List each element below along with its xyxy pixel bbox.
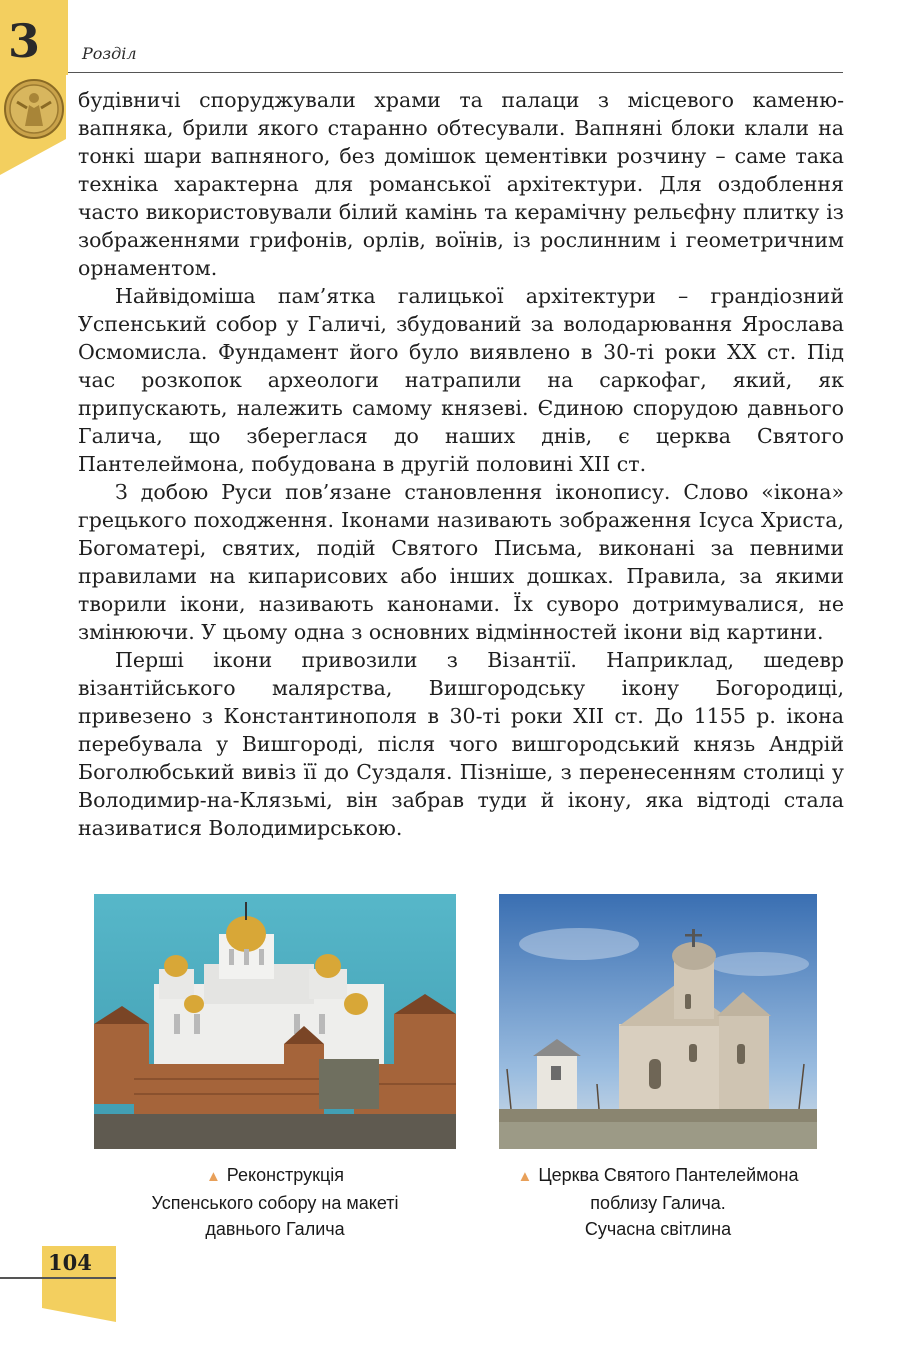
paragraph-4: Перші ікони привозили з Візантії. Наприклад, шедевр візантійського малярства, Вишгородську ікону Богородиці, привезено з Константинополя в 30-ті роки XII ст. До 1155 р. ікона перебувала у Вишгороді, після чого вишгородський князь Андрій Боголюбський вивіз її до Суздаля. Пізніше, з перенесенням столиці у Володимир-на-Клязьмі, він забрав туди й ікону, яка відтоді стала називатися Володимирською. [78,648,844,840]
triangle-marker-icon: ▲ [517,1168,533,1185]
paragraph-2: Найвідоміша пам’ятка галицької архітектури – грандіозний Успенський собор у Галичі, збудований за володарювання Ярослава Осмомисла. Фундамент його було виявлено в 30-ті роки XX ст. Під час розкопок археологи натрапили на саркофаг, який, як припускають, належить самому князеві. Єдиною спорудою давнього Галича, що збереглася до наших днів, є церква Святого Пантелеймона, побудована в другій половині XII ст. [78,284,844,476]
triangle-marker-icon: ▲ [205,1168,221,1185]
page-number: 104 [48,1250,92,1275]
caption-right-line-1: ▲ Церква Святого Пантелеймона [517,1165,799,1185]
chapter-number: 3 [7,14,40,68]
church-photo [499,894,817,1149]
caption-left-line-2: Успенського собору на макеті [151,1193,399,1213]
caption-right [486,1162,830,1242]
paragraph-1: будівничі споруджували храми та палаци з місцевого каменю-вапняка, брили якого старанно обтесували. Вапняні блоки клали на тонкі шари вапняного, без домішок цементівки розчину – саме така техніка характерна для романської архітектури. Для оздоблення часто використовували білий камінь та керамічну рельєфну плитку із зображеннями грифонів, орлів, воїнів, із рослинним і геометричним орнаментом. [78,88,844,280]
caption-right-line-2: поблизу Галича. [590,1193,726,1213]
paragraph-3: З добою Руси пов’язане становлення іконопису. Слово «ікона» грецького походження. Іконами називають зображення Ісуса Христа, Богоматері, святих, подій Святого Письма, виконані за певними правилами на кипарисових або інших дошках. Правила, за якими творили ікони, називають канонами. Їх суворо дотримувалися, не змінюючи. У цьому одна з основних відмінностей ікони від картини. [78,480,844,644]
coin-emblem-icon [3,78,65,140]
page-number-rule [0,1277,116,1279]
caption-left [94,1162,456,1242]
header-rule [68,72,843,73]
cathedral-model-photo [94,894,456,1149]
caption-right-line-3: Сучасна світлина [584,1219,732,1239]
caption-left-line-3: давнього Галича [205,1219,345,1239]
caption-left-line-1: ▲ Реконструкція [205,1165,345,1185]
chapter-label: Розділ [82,44,137,63]
main-text [78,86,844,842]
